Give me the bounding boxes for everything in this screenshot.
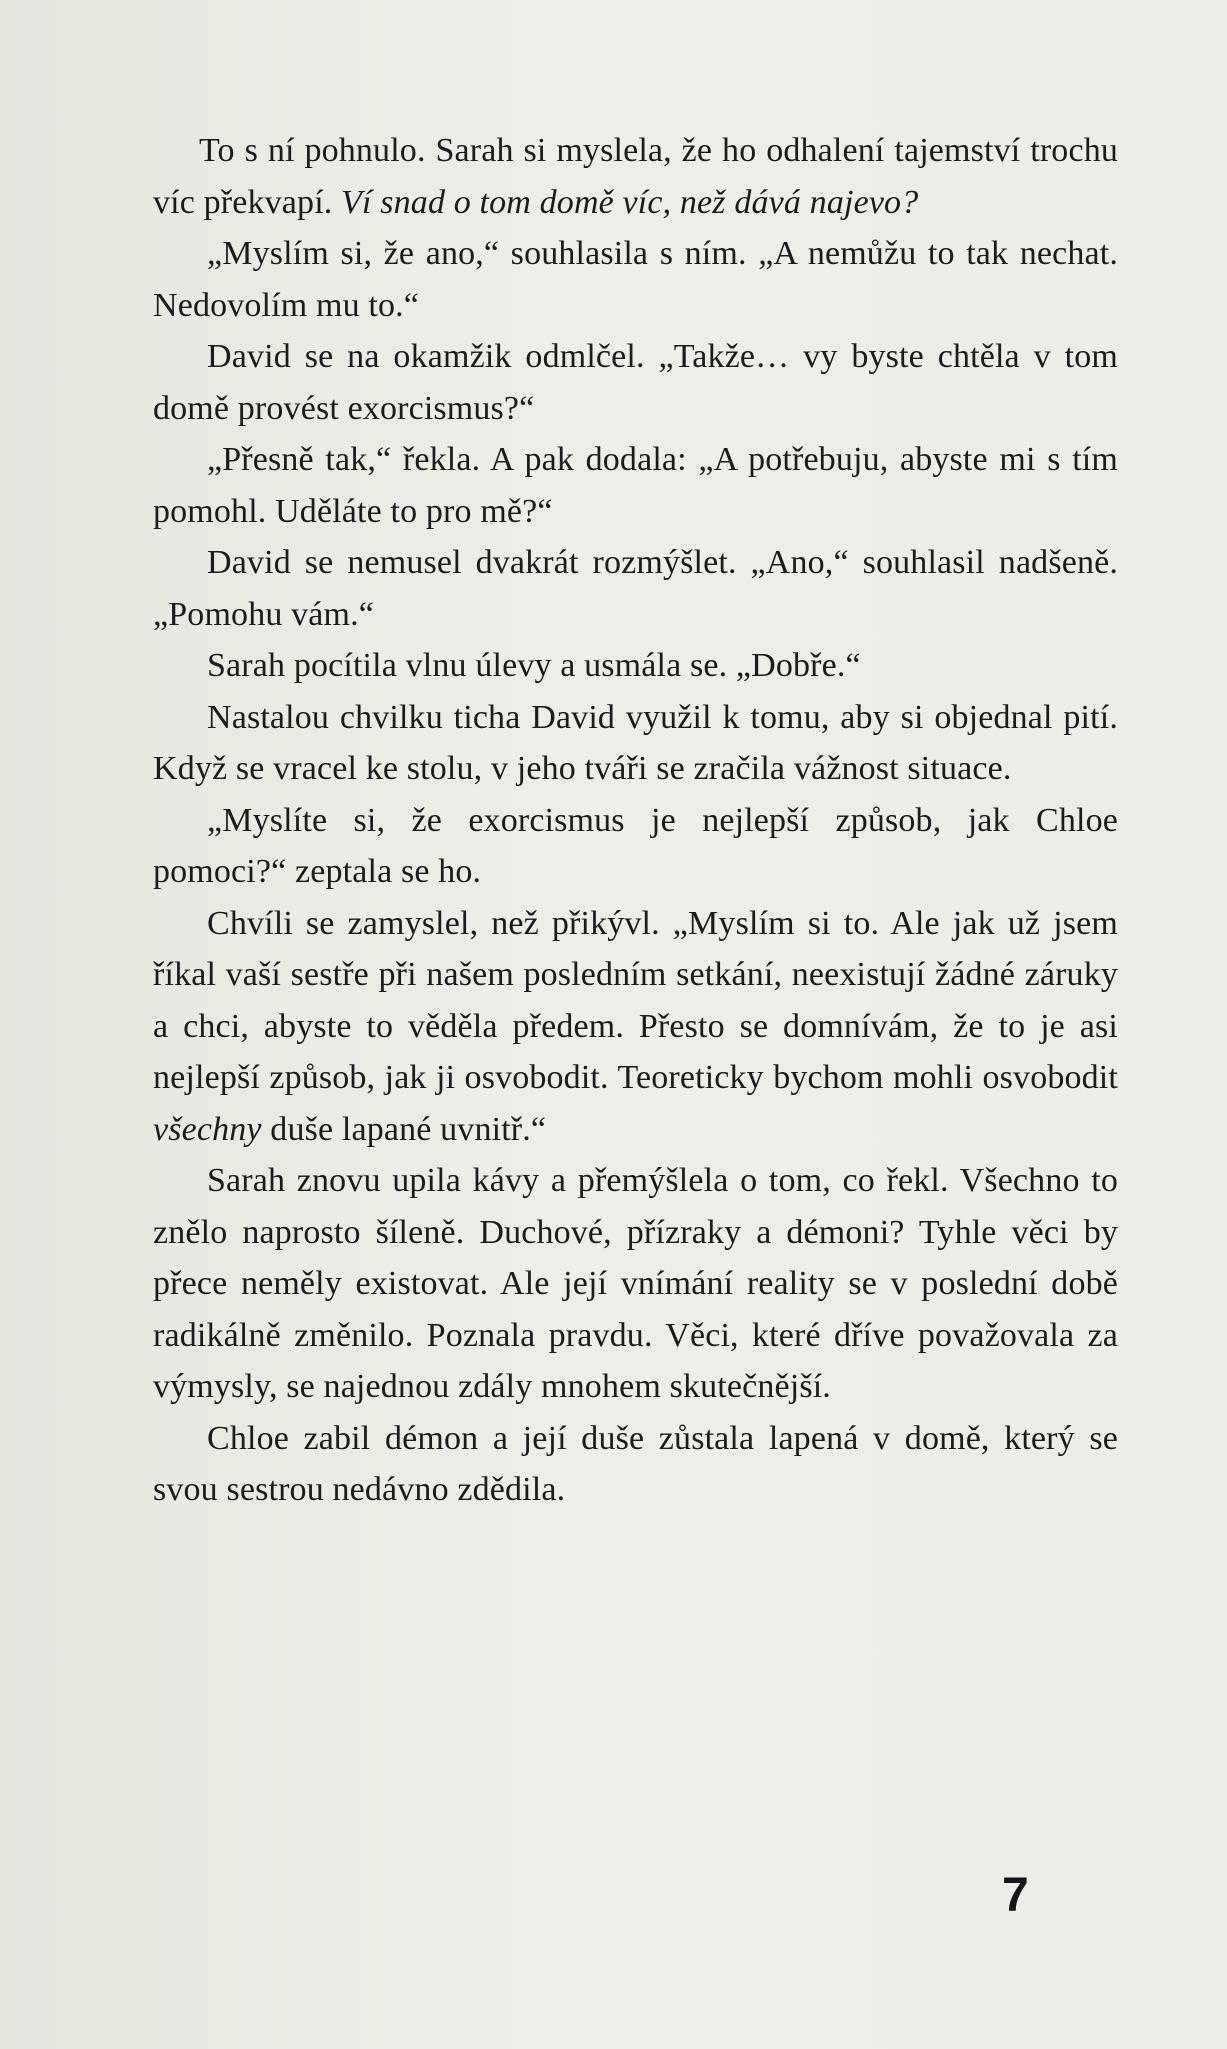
page-text xyxy=(153,125,1118,1516)
paragraph-1 xyxy=(153,125,1118,228)
paragraph-8: „Myslíte si, že exorcismus je nejlepší způsob, jak Chloe pomoci?“ zeptala se ho. xyxy=(153,801,1118,890)
paragraph-9-italic-text: všechny xyxy=(153,1110,262,1148)
paragraph-9-text-end: duše lapané uvnitř.“ xyxy=(261,1110,547,1148)
paragraph-4: „Přesně tak,“ řekla. A pak dodala: „A potřebuju, abyste mi s tím pomohl. Uděláte to pro mě?“ xyxy=(153,441,1118,530)
paragraph-3: David se na okamžik odmlčel. „Takže… vy byste chtěla v tom domě provést exorcismus?“ xyxy=(153,338,1118,427)
paragraph-6: Sarah pocítila vlnu úlevy a usmála se. „Dobře.“ xyxy=(207,647,861,684)
paragraph-1-italic-text: Ví snad o tom domě víc, než dává najevo? xyxy=(341,183,919,221)
paragraph-7: Nastalou chvilku ticha David využil k tomu, aby si objednal pití. Když se vracel ke stolu, v jeho tváři se zračila vážnost situace. xyxy=(153,698,1118,787)
paragraph-11: Chloe zabil démon a její duše zůstala lapená v domě, který se svou sestrou nedávno zdědila. xyxy=(153,1419,1118,1508)
page-number: 7 xyxy=(1002,1869,1029,1922)
paragraph-1-text: To s ní pohnulo. Sarah si myslela, že ho odhalení tajemství trochu víc překvapí. xyxy=(153,132,1118,221)
paragraph-5: David se nemusel dvakrát rozmýšlet. „Ano,“ souhlasil nadšeně. „Pomohu vám.“ xyxy=(153,544,1118,633)
paragraph-10: Sarah znovu upila kávy a přemýšlela o tom, co řekl. Všechno to znělo naprosto šíleně. Duchové, přízraky a démoni? Tyhle věci by přece neměly existovat. Ale její vnímání reality se v poslední době radikálně změnilo. Poznala pravdu. Věci, které dříve považovala za výmysly, se najednou zdály mnohem skutečnější. xyxy=(153,1162,1118,1405)
paragraph-9 xyxy=(153,898,1118,1156)
paragraph-2: „Myslím si, že ano,“ souhlasila s ním. „A nemůžu to tak nechat. Nedovolím mu to.“ xyxy=(153,235,1118,324)
paragraph-9-text-start: Chvíli se zamyslel, než přikývl. „Myslím si to. Ale jak už jsem říkal vaší sestře při našem posledním setkání, neexistují žádné záruky a chci, abyste to věděla předem. Přesto se domnívám, že to je asi nejlepší způsob, jak ji osvobodit. Teoreticky bychom mohli osvobodit xyxy=(153,904,1118,1096)
